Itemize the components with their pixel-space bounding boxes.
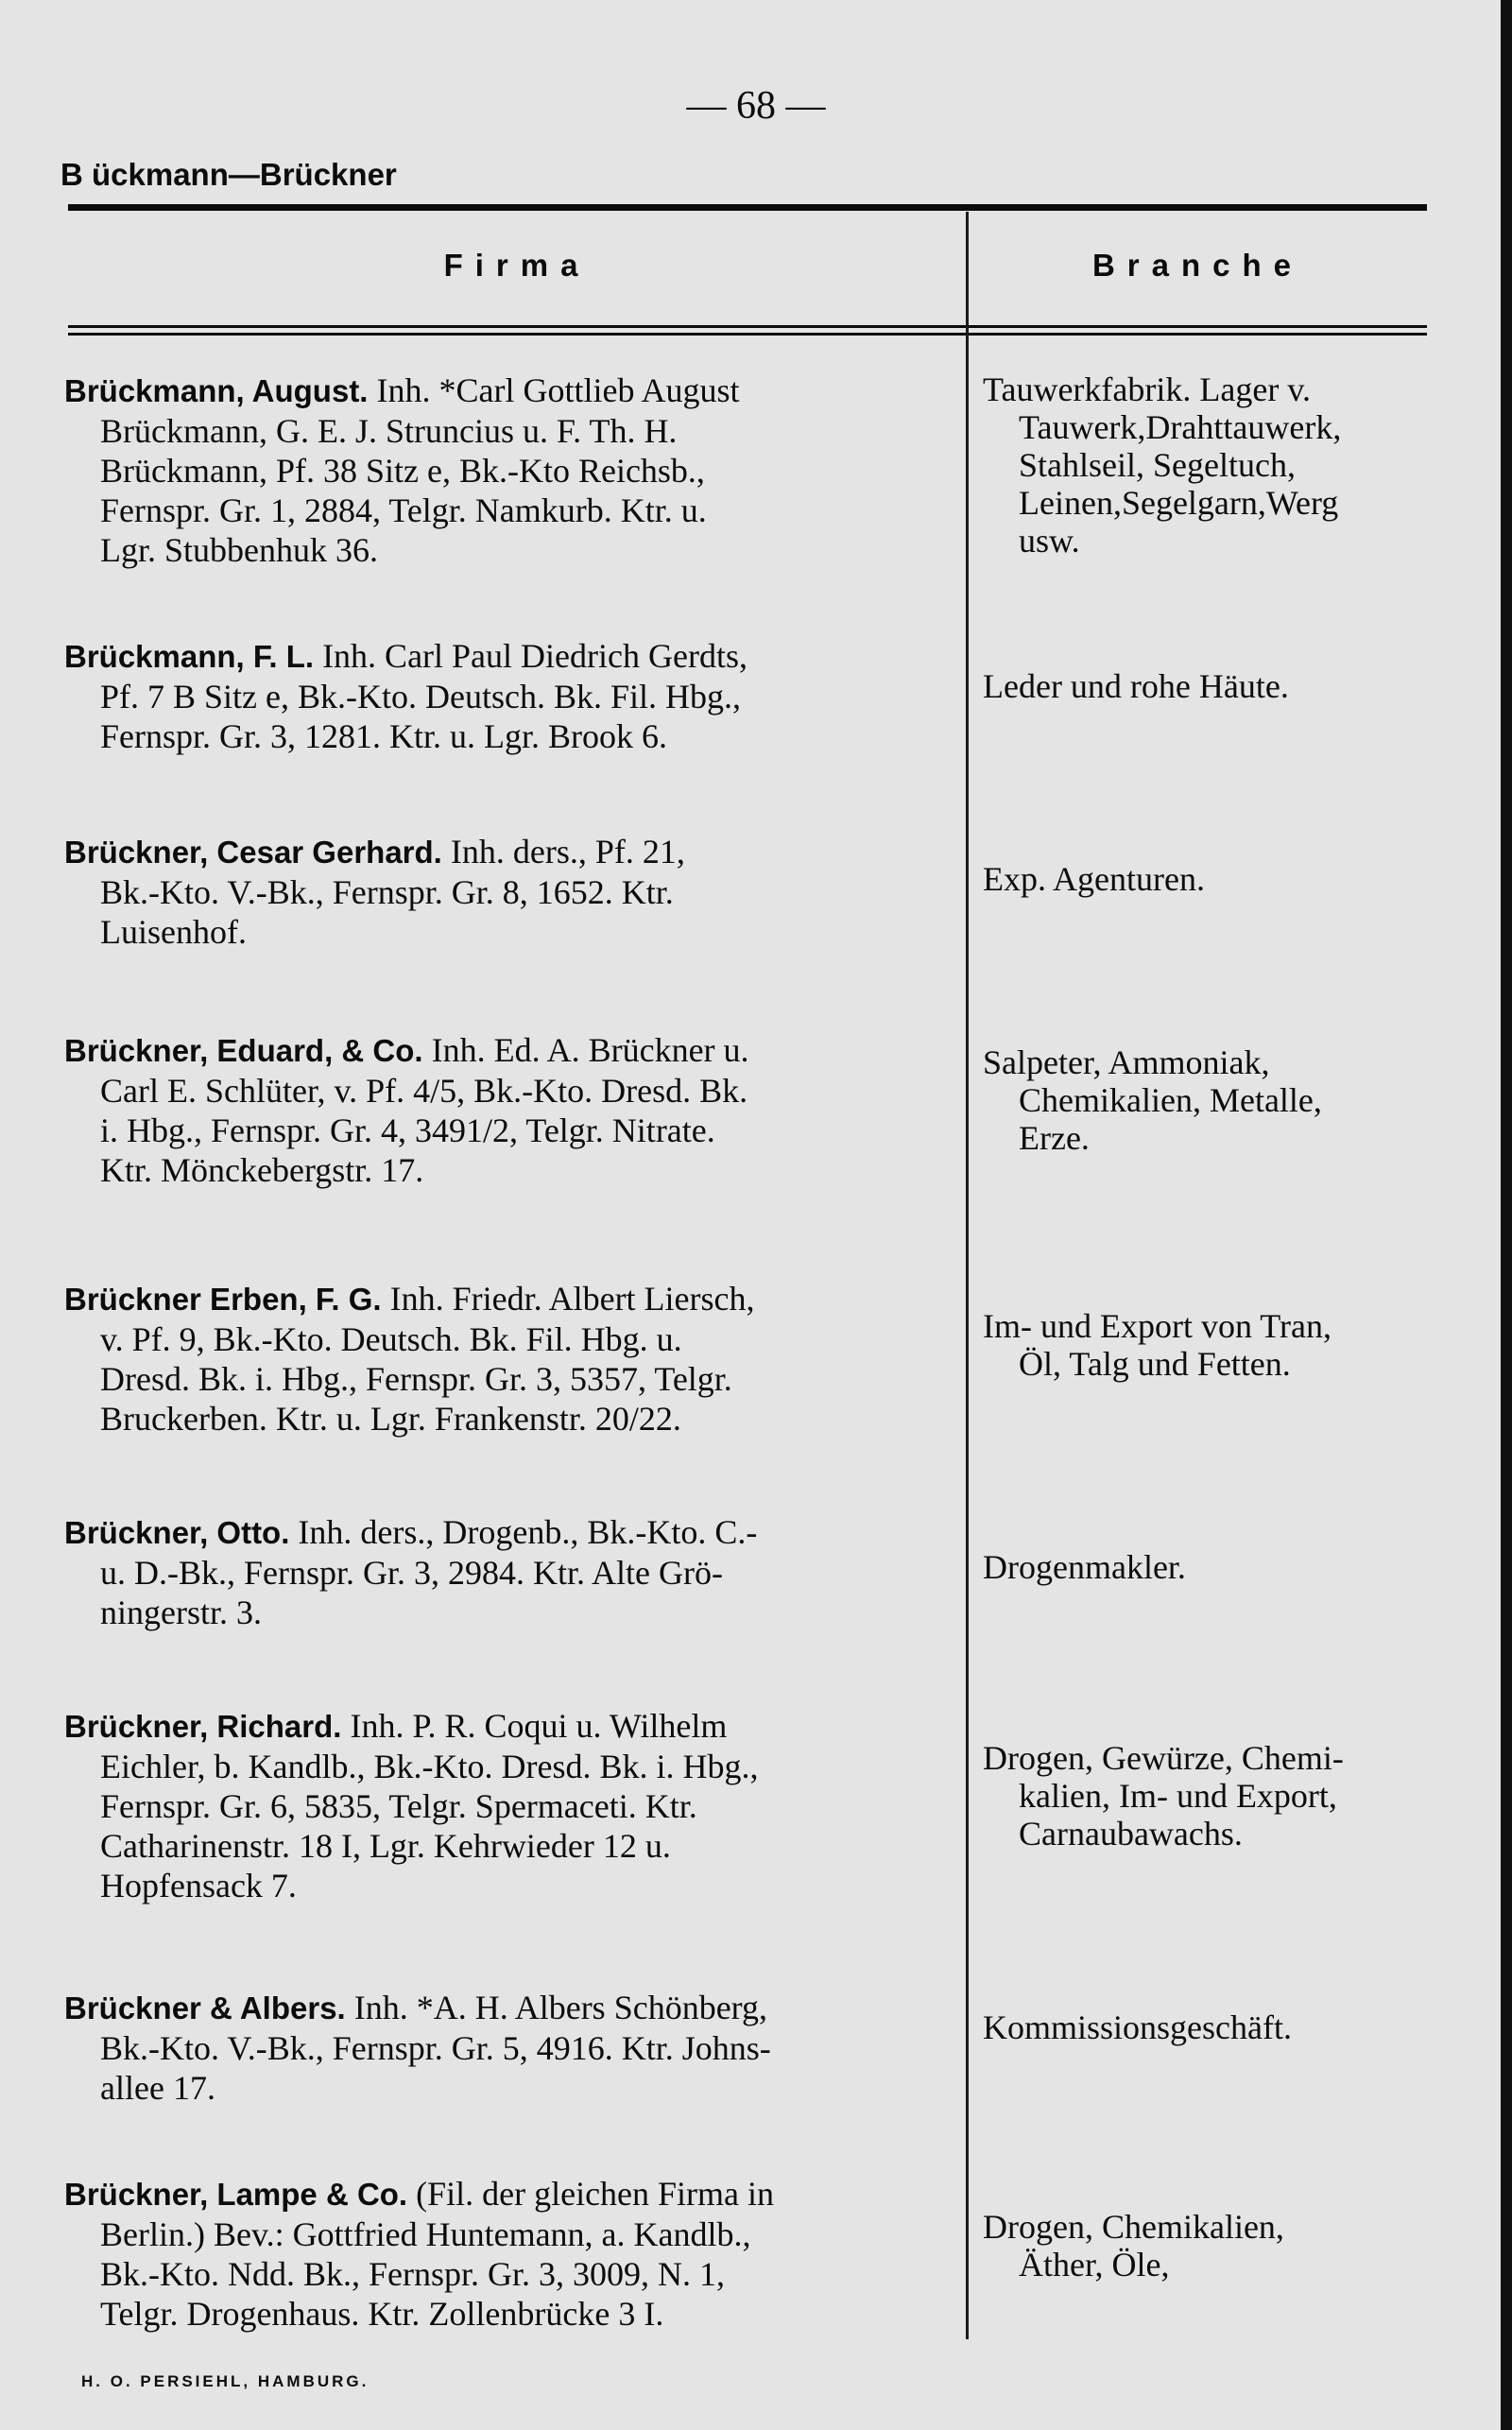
firma-text: Bk.-Kto. Ndd. Bk., Fernspr. Gr. 3, 3009, N. 1,: [100, 2255, 726, 2293]
firma-line: [64, 1826, 962, 1866]
firma-line: [64, 1866, 962, 1905]
branche-line: Salpeter, Ammoniak,: [983, 1043, 1270, 1081]
entry-branche: [983, 371, 1441, 560]
branche-line: Chemikalien, Metalle,: [1019, 1081, 1322, 1119]
firm-name: Brückner Erben, F. G.: [64, 1282, 382, 1317]
firma-text: (Fil. der gleichen Firma in: [407, 2175, 775, 2213]
firma-text: u. D.-Bk., Fernspr. Gr. 3, 2984. Ktr. Alte Grö-: [100, 1554, 723, 1592]
firma-text: Carl E. Schlüter, v. Pf. 4/5, Bk.-Kto. Dresd. Bk.: [100, 1072, 748, 1110]
branche-line: Im- und Export von Tran,: [983, 1307, 1332, 1345]
entry-firma: [64, 2174, 962, 2334]
firma-line: [64, 1747, 962, 1786]
firma-line: [64, 1150, 962, 1190]
firma-text: Inh. Carl Paul Diedrich Gerdts,: [314, 637, 747, 675]
firma-line: [64, 872, 962, 912]
entry-branche: [983, 2208, 1441, 2284]
entry-branche: [983, 860, 1441, 898]
firm-name: Brückmann, F. L.: [64, 639, 315, 674]
firma-line: [64, 2215, 962, 2254]
firma-text: Ktr. Mönckebergstr. 17.: [100, 1151, 424, 1189]
firma-line: [64, 1111, 962, 1150]
firma-text: Luisenhof.: [100, 913, 247, 951]
branche-line: Exp. Agenturen.: [983, 860, 1205, 898]
firma-line: [64, 1279, 962, 1319]
firma-line: [64, 636, 962, 677]
firma-text: Bk.-Kto. V.-Bk., Fernspr. Gr. 8, 1652. Ktr.: [100, 873, 674, 911]
firma-text: Bruckerben. Ktr. u. Lgr. Frankenstr. 20/22.: [100, 1400, 681, 1438]
firma-line: [64, 1512, 962, 1553]
firma-line: [64, 1319, 962, 1359]
firm-name: Brückner & Albers.: [64, 1991, 346, 2025]
firma-text: Inh. *A. H. Albers Schönberg,: [345, 1989, 768, 2026]
firm-name: Brückner, Lampe & Co.: [64, 2177, 408, 2212]
running-head: B ückmann—Brückner: [60, 157, 397, 192]
firma-text: Lgr. Stubbenhuk 36.: [100, 531, 378, 569]
entry-firma: [64, 371, 962, 570]
branche-line: Öl, Talg und Fetten.: [1019, 1345, 1291, 1383]
firma-text: v. Pf. 9, Bk.-Kto. Deutsch. Bk. Fil. Hbg. u.: [100, 1320, 682, 1358]
firma-text: i. Hbg., Fernspr. Gr. 4, 3491/2, Telgr. Nitrate.: [100, 1112, 715, 1149]
entry-firma: [64, 1988, 962, 2108]
firma-text: Brückmann, G. E. J. Struncius u. F. Th. H.: [100, 412, 678, 450]
firma-line: [64, 2294, 962, 2334]
firma-line: [64, 1706, 962, 1747]
firma-text: allee 17.: [100, 2069, 215, 2107]
firma-line: [64, 912, 962, 952]
column-header-branche: Branche: [1091, 248, 1304, 283]
firma-text: Inh. ders., Drogenb., Bk.-Kto. C.-: [289, 1513, 758, 1551]
branche-line: Leinen,Segelgarn,Werg: [1019, 484, 1339, 522]
firma-text: Berlin.) Bev.: Gottfried Huntemann, a. Kandlb.,: [100, 2215, 751, 2253]
entry-firma: [64, 1706, 962, 1905]
firma-line: [64, 1359, 962, 1399]
firm-name: Brückner, Eduard, & Co.: [64, 1033, 423, 1068]
firma-line: [64, 1593, 962, 1632]
firma-text: Fernspr. Gr. 1, 2884, Telgr. Namkurb. Ktr. u.: [100, 491, 707, 529]
firm-name: Brückner, Richard.: [64, 1709, 342, 1744]
firma-line: [64, 716, 962, 756]
firma-text: Dresd. Bk. i. Hbg., Fernspr. Gr. 3, 5357, Telgr.: [100, 1360, 732, 1398]
firma-line: [64, 451, 962, 491]
firma-text: Fernspr. Gr. 3, 1281. Ktr. u. Lgr. Brook 6.: [100, 717, 667, 755]
branche-line: Stahlseil, Segeltuch,: [1019, 446, 1296, 484]
firma-line: [64, 1988, 962, 2028]
entry-firma: [64, 636, 962, 756]
branche-line: Leder und rohe Häute.: [983, 667, 1289, 705]
firma-line: [64, 2068, 962, 2108]
entry-firma: [64, 1512, 962, 1632]
firma-line: [64, 371, 962, 411]
entry-firma: [64, 832, 962, 952]
firma-line: [64, 491, 962, 530]
firma-line: [64, 1030, 962, 1071]
branche-line: Drogenmakler.: [983, 1548, 1186, 1586]
entry-branche: [983, 1043, 1441, 1157]
column-header-firma: Firma: [443, 248, 591, 283]
firma-line: [64, 1786, 962, 1826]
firma-text: Inh. *Carl Gottlieb August: [368, 371, 740, 409]
entry-branche: [983, 667, 1441, 705]
page-number: — 68 —: [686, 84, 826, 128]
firma-text: Bk.-Kto. V.-Bk., Fernspr. Gr. 5, 4916. Ktr. Johns-: [100, 2029, 771, 2067]
firma-text: Brückmann, Pf. 38 Sitz e, Bk.-Kto Reichsb.,: [100, 452, 705, 490]
firma-text: Hopfensack 7.: [100, 1867, 297, 1904]
firma-text: Pf. 7 B Sitz e, Bk.-Kto. Deutsch. Bk. Fil. Hbg.,: [100, 678, 742, 715]
entry-firma: [64, 1279, 962, 1439]
firma-line: [64, 1399, 962, 1439]
branche-line: kalien, Im- und Export,: [1019, 1777, 1337, 1815]
entry-branche: [983, 1548, 1441, 1586]
branche-line: Erze.: [1019, 1119, 1090, 1157]
firma-line: [64, 530, 962, 570]
firm-name: Brückmann, August.: [64, 373, 369, 408]
branche-line: Drogen, Chemikalien,: [983, 2208, 1284, 2246]
firma-line: [64, 2254, 962, 2294]
entry-branche: [983, 2008, 1441, 2046]
firma-text: ningerstr. 3.: [100, 1594, 262, 1631]
branche-line: Kommissionsgeschäft.: [983, 2008, 1292, 2046]
firma-text: Inh. Friedr. Albert Liersch,: [381, 1280, 755, 1318]
branche-line: Tauwerkfabrik. Lager v.: [983, 371, 1311, 408]
firma-text: Inh. ders., Pf. 21,: [441, 833, 685, 870]
firma-line: [64, 1071, 962, 1111]
firma-line: [64, 411, 962, 451]
firma-text: Telgr. Drogenhaus. Ktr. Zollenbrücke 3 I.: [100, 2295, 664, 2333]
firma-text: Catharinenstr. 18 I, Lgr. Kehrwieder 12 u.: [100, 1827, 671, 1865]
firma-line: [64, 677, 962, 716]
branche-line: usw.: [1019, 522, 1080, 560]
branche-line: Äther, Öle,: [1019, 2246, 1170, 2284]
branche-line: Drogen, Gewürze, Chemi-: [983, 1739, 1344, 1777]
firma-line: [64, 832, 962, 872]
firma-line: [64, 2028, 962, 2068]
firma-text: Fernspr. Gr. 6, 5835, Telgr. Spermaceti. Ktr.: [100, 1787, 697, 1825]
firma-line: [64, 1553, 962, 1593]
branche-line: Tauwerk,Drahttauwerk,: [1019, 408, 1342, 446]
firm-name: Brückner, Cesar Gerhard.: [64, 835, 442, 870]
entry-branche: [983, 1307, 1441, 1383]
firm-name: Brückner, Otto.: [64, 1515, 290, 1550]
firma-text: Eichler, b. Kandlb., Bk.-Kto. Dresd. Bk. i. Hbg.,: [100, 1748, 759, 1785]
printer-imprint: H. O. PERSIEHL, HAMBURG.: [81, 2372, 369, 2390]
entry-branche: [983, 1739, 1441, 1853]
firma-text: Inh. P. R. Coqui u. Wilhelm: [341, 1707, 728, 1745]
firma-text: Inh. Ed. A. Brückner u.: [422, 1031, 749, 1069]
branche-line: Carnaubawachs.: [1019, 1815, 1243, 1853]
firma-line: [64, 2174, 962, 2215]
entry-firma: [64, 1030, 962, 1190]
